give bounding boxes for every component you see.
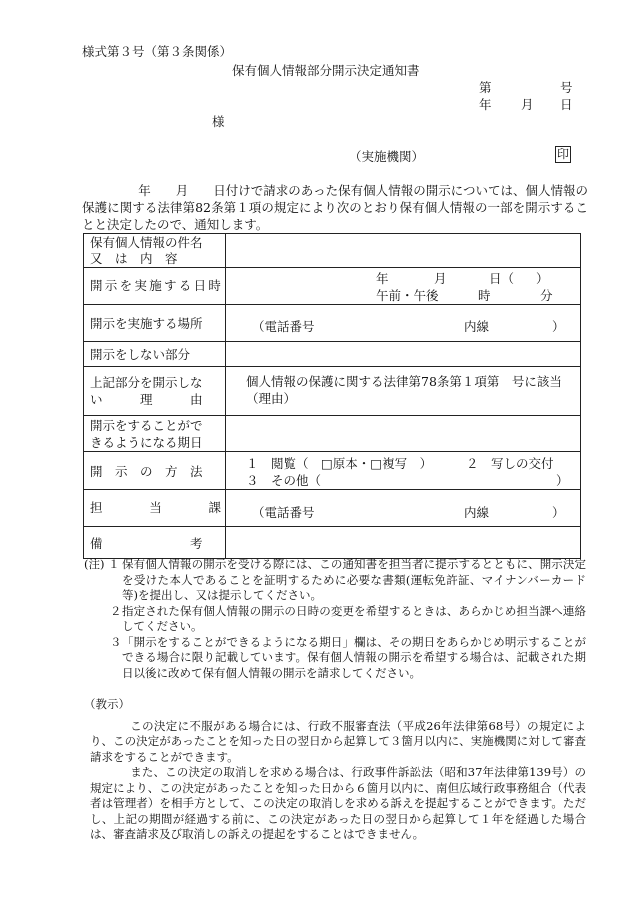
note-number: (注) １ <box>84 557 120 571</box>
note-text: 「開示をすることができるようになる期日」欄は、その期日をあらかじめ明示することができる場合に限り記載しています。保有個人情報の開示を希望する場合は、記載された期日以後に改めて保有個人情報の開示を請求してください。 <box>122 634 586 680</box>
agency-label: （実施機関） <box>349 149 425 164</box>
instruction-section <box>84 697 586 843</box>
reason-text: （理由） <box>246 391 297 406</box>
datetime-value <box>226 268 581 305</box>
instruction-paragraph-2: また、この決定の取消しを求める場合は、行政事件訴訟法（昭和37年法律第139号）の規定により、この決定があったことを知った日から６箇月以内に、南但広域行政事務組合（代表者は管理者）を相手方として、この決定の取消しを求める訴えを提起することができます。ただし、上記の期間が経過する前に、この決定があった日の翌日から起算して１年を経過した場合は、審査請求及び取消しの訴えの提起をすることはできません。 <box>90 765 586 841</box>
intro-paragraph <box>82 182 588 233</box>
intro-text: 年 月 日付けで請求のあった保有個人情報の開示については、個人情報の保護に関する法律第82条第１項の規定により次のとおり保有個人情報の一部を開示することと決定したので、通知します。 <box>82 183 588 232</box>
remarks-label <box>84 527 226 559</box>
addressee-suffix: 様 <box>212 114 225 129</box>
dt-ampm: 午前・午後 <box>376 288 439 303</box>
place-close: ） <box>552 319 565 334</box>
nondisclosed-value <box>226 342 581 367</box>
table-row <box>84 367 581 416</box>
method-label-text: 開 示 の 方 法 <box>90 463 203 479</box>
dept-ext: 内線 <box>464 505 490 520</box>
date-month: 月 <box>521 97 534 112</box>
available-date-label <box>84 416 226 452</box>
subject-label-line2: 又 は 内 容 <box>90 250 178 266</box>
available-date-line2: きるようになる期日 <box>90 434 203 450</box>
note-item <box>84 635 586 682</box>
dt-year: 年 <box>376 271 389 286</box>
seal-icon: 印 <box>557 147 570 161</box>
dt-day: 日（ <box>489 271 515 286</box>
method-label <box>84 452 226 490</box>
reason-label-line1: 上記部分を開示しな <box>90 375 203 390</box>
doc-no-suffix: 号 <box>560 80 573 95</box>
note-item <box>84 604 586 635</box>
subject-value <box>226 234 581 268</box>
reason-label <box>84 367 226 416</box>
remarks-label-text: 備 考 <box>90 535 203 551</box>
table-row <box>84 416 581 452</box>
reason-label-line2: い 理 由 <box>90 392 203 407</box>
table-row <box>84 268 581 305</box>
place-label-text: 開示を実施する場所 <box>90 316 203 331</box>
reason-value <box>226 367 581 416</box>
disclosure-form-table <box>83 233 581 559</box>
available-date-line1: 開示をすることがで <box>90 417 203 433</box>
datetime-label-text: 開 示 を 実 施 す る 日 時 <box>90 278 221 293</box>
doc-no-prefix: 第 <box>479 80 492 95</box>
table-row <box>84 234 581 268</box>
instruction-paragraph-1: この決定に不服がある場合には、行政不服審査法（平成26年法律第68号）の規定により、この決定があったことを知った日の翌日から起算して３箇月以内に、実施機関に対して審査請求をすることができます。 <box>90 718 586 764</box>
method-view: １ 閲覧（ □原本・□複写 ） <box>246 456 433 471</box>
department-label-text: 担 当 課 <box>90 500 221 515</box>
place-value <box>226 305 581 342</box>
remarks-value <box>226 527 581 559</box>
department-label <box>84 490 226 527</box>
dt-day-close: ） <box>536 271 549 286</box>
nondisclosed-label-text: 開示をしない部分 <box>90 347 191 362</box>
note-text: 保有個人情報の開示を受ける際には、この通知書を担当者に提示するとともに、開示決定を受けた本人であることを証明するために必要な書類(運転免許証、マイナンバーカード等)を提出し、又は提示してください。 <box>122 557 586 602</box>
subject-label-line1: 保有個人情報の件名 <box>90 234 203 250</box>
method-value <box>226 452 581 490</box>
dt-month: 月 <box>434 271 447 286</box>
dt-hour: 時 <box>478 288 491 303</box>
note-text: 指定された保有個人情報の開示の日時の変更を希望するときは、あらかじめ担当課へ連絡してください。 <box>122 603 586 633</box>
date-day: 日 <box>560 97 573 112</box>
notes-section <box>84 557 586 681</box>
note-item <box>84 557 586 604</box>
dept-phone: （電話番号 <box>252 505 315 520</box>
note-number: ２ <box>110 603 122 618</box>
method-other: ３ その他（ <box>246 473 322 488</box>
form-number: 様式第３号（第３条関係） <box>82 44 233 59</box>
department-value <box>226 490 581 527</box>
subject-label <box>84 234 226 268</box>
reason-law: 個人情報の保護に関する法律第78条第１項第 号に該当 <box>246 374 562 389</box>
dt-minute: 分 <box>540 288 553 303</box>
available-date-value <box>226 416 581 452</box>
note-number: ３ <box>110 634 122 649</box>
table-row <box>84 490 581 527</box>
table-row <box>84 527 581 559</box>
dept-close: ） <box>552 505 565 520</box>
table-row <box>84 452 581 490</box>
instruction-heading: （教示） <box>84 697 130 711</box>
place-label <box>84 305 226 342</box>
document-title: 保有個人情報部分開示決定通知書 <box>232 63 420 78</box>
method-copy: ２ 写しの交付 <box>466 456 554 471</box>
datetime-label <box>84 268 226 305</box>
place-phone: （電話番号 <box>252 319 315 334</box>
method-other-close: ） <box>556 473 569 488</box>
place-ext: 内線 <box>464 319 490 334</box>
nondisclosed-label <box>84 342 226 367</box>
date-year: 年 <box>479 97 492 112</box>
table-row <box>84 305 581 342</box>
table-row <box>84 342 581 367</box>
